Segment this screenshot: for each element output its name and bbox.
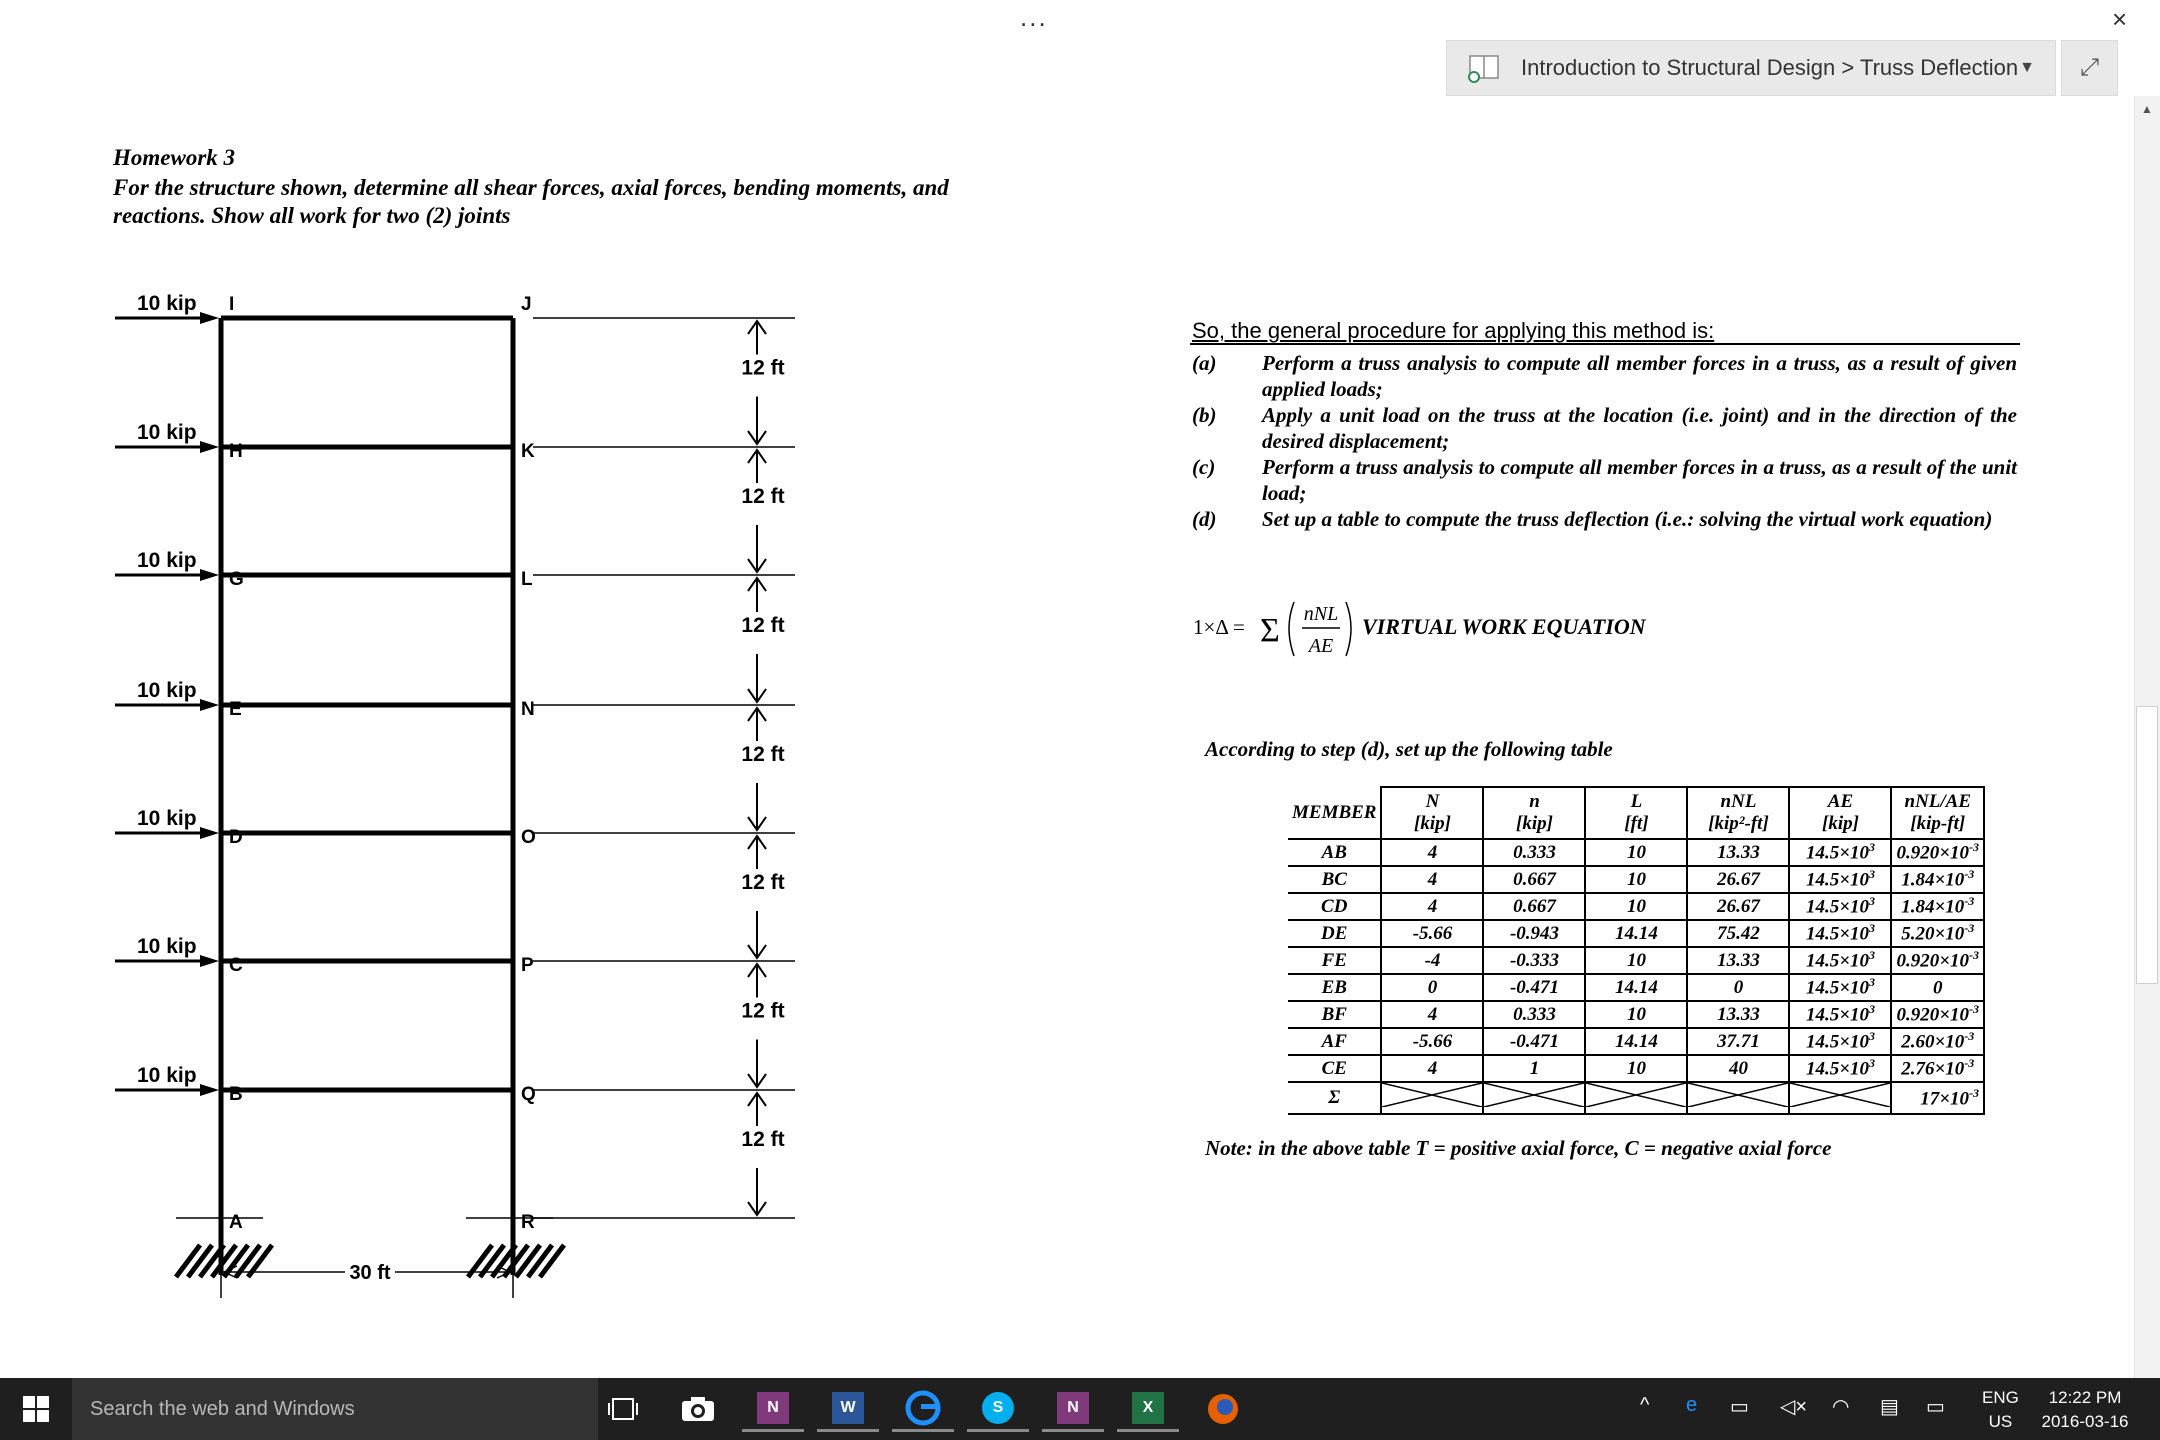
table-header-row — [1288, 787, 1984, 839]
cross-out-icon — [1382, 1083, 1482, 1107]
edge-icon — [905, 1390, 941, 1426]
table-cell-member: EB — [1288, 974, 1381, 1001]
table-cell-nNL: 75.42 — [1687, 920, 1789, 947]
equation-lhs: 1×Δ = — [1193, 615, 1245, 639]
scroll-thumb[interactable] — [2136, 706, 2158, 984]
table-cell-nNL: 13.33 — [1687, 947, 1789, 974]
step-label: (d) — [1192, 507, 1217, 531]
table-cell-n: -0.471 — [1483, 1028, 1585, 1055]
equation-numerator: nNL — [1303, 603, 1339, 625]
clock-time: 12:22 PM — [2048, 1388, 2122, 1407]
equation-denominator: AE — [1308, 635, 1334, 657]
table-cell-result: $2.60\times 10^{-3}$ — [1891, 1028, 1984, 1055]
firefox-app-button[interactable] — [1192, 1386, 1254, 1432]
width-label: 30 ft — [349, 1262, 391, 1284]
node-label: E — [229, 699, 242, 720]
table-cell-nNL: 26.67 — [1687, 866, 1789, 893]
spacing-label: 12 ft — [741, 743, 785, 766]
action-center-icon[interactable]: ▤ — [1880, 1396, 1899, 1418]
table-sum-empty-cell — [1381, 1082, 1483, 1114]
breadcrumb: Introduction to Structural Design > Truss Deflection — [1521, 55, 2019, 80]
table-sum-value: $17\times 10^{-3}$ — [1891, 1082, 1984, 1114]
node-label: N — [521, 699, 535, 720]
table-cell-L: 10 — [1585, 893, 1687, 920]
node-label: B — [229, 1084, 243, 1105]
table-cell-N: -4 — [1381, 947, 1483, 974]
table-row — [1288, 974, 1984, 1001]
load-arrowhead-icon — [200, 441, 219, 453]
table-sum-empty-cell — [1585, 1082, 1687, 1114]
load-arrowhead-icon — [200, 312, 219, 324]
cross-out-icon — [1484, 1083, 1584, 1107]
camera-app-button[interactable] — [667, 1386, 729, 1432]
table-cell-n: 0.333 — [1483, 839, 1585, 866]
table-cell-result: $2.76\times 10^{-3}$ — [1891, 1055, 1984, 1082]
load-label: 10 kip — [137, 421, 197, 444]
spacing-label: 12 ft — [741, 871, 785, 894]
member-table — [1288, 786, 1985, 1115]
table-cell-AE: $14.5\times 10^3$ — [1789, 974, 1891, 1001]
col-member: MEMBER — [1288, 787, 1381, 839]
start-button[interactable] — [0, 1378, 72, 1440]
table-cell-N: 4 — [1381, 1055, 1483, 1082]
table-cell-n: 0.333 — [1483, 1001, 1585, 1028]
table-cell-AE: $14.5\times 10^3$ — [1789, 1055, 1891, 1082]
procedure-heading: So, the general procedure for applying this method is: — [1192, 318, 1715, 343]
load-label: 10 kip — [137, 807, 197, 830]
spacing-label: 12 ft — [741, 999, 785, 1023]
table-row — [1288, 839, 1984, 866]
load-arrowhead-icon — [200, 569, 219, 581]
table-cell-result: $1.84\times 10^{-3}$ — [1891, 893, 1984, 920]
table-cell-result: $0.920\times 10^{-3}$ — [1891, 839, 1984, 866]
table-cell-L: 10 — [1585, 1055, 1687, 1082]
table-note: Note: in the above table T = positive axial force, C = negative axial force — [1205, 1136, 1832, 1160]
edge-tray-icon[interactable]: e — [1686, 1394, 1698, 1416]
load-arrowhead-icon — [200, 827, 219, 839]
cross-out-icon — [1688, 1083, 1788, 1107]
load-label: 10 kip — [137, 679, 197, 702]
node-label: Q — [521, 1084, 536, 1105]
svg-text:Σ: Σ — [1260, 612, 1280, 649]
notebook-selector[interactable] — [1446, 40, 2056, 96]
show-hidden-icons-chevron-icon[interactable]: ^ — [1640, 1394, 1650, 1416]
excel-app-button[interactable] — [1117, 1386, 1179, 1432]
table-row — [1288, 947, 1984, 974]
close-button[interactable]: × — [2112, 4, 2128, 34]
table-cell-member: BF — [1288, 1001, 1381, 1028]
volume-mute-icon[interactable]: ◁× — [1780, 1396, 1808, 1418]
table-cell-n: 0.667 — [1483, 893, 1585, 920]
step-text: Perform a truss analysis to compute all member forces in a truss, as a result of the unit load; — [1262, 455, 2017, 505]
word-app-button[interactable] — [817, 1386, 879, 1432]
node-label: I — [229, 294, 235, 315]
node-label: O — [521, 827, 536, 848]
table-cell-AE: $14.5\times 10^3$ — [1789, 1028, 1891, 1055]
excel-icon: X — [1132, 1392, 1164, 1424]
col-N: N [kip] — [1381, 787, 1483, 839]
onenote-clip-icon: N — [1057, 1392, 1089, 1424]
table-cell-nNL: 26.67 — [1687, 893, 1789, 920]
spacing-label: 12 ft — [741, 485, 785, 508]
table-intro: According to step (d), set up the following table — [1205, 737, 1613, 761]
task-view-icon — [607, 1395, 639, 1423]
col-AE: AE [kip] — [1789, 787, 1891, 839]
table-cell-member: DE — [1288, 920, 1381, 947]
taskbar-search-input[interactable]: Search the web and Windows — [72, 1378, 598, 1440]
node-label: P — [521, 955, 534, 976]
onenote-icon: N — [757, 1392, 789, 1424]
clock-date: 2016-03-16 — [2041, 1412, 2129, 1431]
table-cell-result: $1.84\times 10^{-3}$ — [1891, 866, 1984, 893]
table-cell-L: 14.14 — [1585, 1028, 1687, 1055]
expand-button[interactable]: ⤢ — [2061, 40, 2118, 96]
table-cell-AE: $14.5\times 10^3$ — [1789, 893, 1891, 920]
spacing-label: 12 ft — [741, 356, 785, 380]
table-cell-AE: $14.5\times 10^3$ — [1789, 1001, 1891, 1028]
node-label: L — [521, 569, 533, 590]
load-arrowhead-icon — [200, 699, 219, 711]
table-row — [1288, 1001, 1984, 1028]
table-cell-n: 0.667 — [1483, 866, 1585, 893]
cross-out-icon — [1790, 1083, 1890, 1107]
battery-icon[interactable]: ▭ — [1730, 1396, 1749, 1418]
table-cell-nNL: 40 — [1687, 1055, 1789, 1082]
load-label: 10 kip — [137, 1064, 197, 1087]
table-cell-AE: $14.5\times 10^3$ — [1789, 947, 1891, 974]
task-view-button[interactable] — [592, 1386, 654, 1432]
step-label: (b) — [1192, 403, 1217, 427]
chevron-down-icon[interactable]: ▼ — [2019, 59, 2035, 76]
table-cell-n: -0.943 — [1483, 920, 1585, 947]
fixed-support-hatch — [516, 1245, 540, 1277]
skype-app-button[interactable] — [967, 1386, 1029, 1432]
load-label: 10 kip — [137, 292, 197, 315]
fixed-support-hatch — [176, 1245, 200, 1277]
table-cell-AE: $14.5\times 10^3$ — [1789, 839, 1891, 866]
table-cell-AE: $14.5\times 10^3$ — [1789, 920, 1891, 947]
homework-title: Homework 3 — [113, 145, 236, 170]
step-text: Perform a truss analysis to compute all member forces in a truss, as a result of given applied loads; — [1262, 351, 2017, 401]
table-cell-result: $5.20\times 10^{-3}$ — [1891, 920, 1984, 947]
table-cell-N: 0 — [1381, 974, 1483, 1001]
skype-icon: S — [982, 1392, 1014, 1424]
table-row — [1288, 920, 1984, 947]
table-cell-result: $0.920\times 10^{-3}$ — [1891, 947, 1984, 974]
table-cell-AE: $14.5\times 10^3$ — [1789, 866, 1891, 893]
table-cell-nNL: 0 — [1687, 974, 1789, 1001]
node-label: R — [521, 1212, 535, 1233]
table-cell-L: 10 — [1585, 1001, 1687, 1028]
table-sum-label: Σ — [1288, 1082, 1381, 1114]
taskbar-clock[interactable] — [2040, 1386, 2130, 1434]
onenote-clip-app-button[interactable] — [1042, 1386, 1104, 1432]
language-indicator[interactable] — [1982, 1386, 2019, 1434]
onenote-app-button[interactable] — [742, 1386, 804, 1432]
procedure-divider — [1190, 343, 2020, 345]
table-cell-n: -0.471 — [1483, 974, 1585, 1001]
table-row — [1288, 866, 1984, 893]
step-label: (c) — [1192, 455, 1216, 479]
table-cell-n: 1 — [1483, 1055, 1585, 1082]
more-options-button[interactable]: ... — [1020, 2, 1048, 32]
equation-label: VIRTUAL WORK EQUATION — [1362, 614, 1646, 639]
table-sum-empty-cell — [1483, 1082, 1585, 1114]
table-cell-N: -5.66 — [1381, 1028, 1483, 1055]
table-sum-empty-cell — [1687, 1082, 1789, 1114]
col-n: n [kip] — [1483, 787, 1585, 839]
node-label: K — [521, 441, 535, 462]
table-cell-N: 4 — [1381, 839, 1483, 866]
camera-icon — [680, 1395, 716, 1423]
table-cell-n: -0.333 — [1483, 947, 1585, 974]
windows-logo-icon — [23, 1396, 49, 1422]
load-arrowhead-icon — [200, 1084, 219, 1096]
fixed-support-hatch — [188, 1245, 212, 1277]
table-sum-empty-cell — [1789, 1082, 1891, 1114]
spacing-label: 12 ft — [741, 614, 785, 637]
table-cell-member: BC — [1288, 866, 1381, 893]
firefox-icon — [1205, 1391, 1241, 1427]
table-row — [1288, 1055, 1984, 1082]
load-label: 10 kip — [137, 549, 197, 572]
homework-prompt: For the structure shown, determine all shear forces, axial forces, bending moments, and reactions. Show all work for two (2) joints — [113, 175, 949, 228]
step-text: Set up a table to compute the truss deflection (i.e.: solving the virtual work equation) — [1262, 507, 1993, 531]
equation-sum — [1258, 596, 1358, 662]
language-code: ENG — [1982, 1388, 2019, 1407]
table-cell-L: 10 — [1585, 866, 1687, 893]
table-cell-nNL: 37.71 — [1687, 1028, 1789, 1055]
spacing-label: 12 ft — [741, 1128, 785, 1151]
step-label: (a) — [1192, 351, 1217, 375]
fixed-support-hatch — [540, 1245, 564, 1277]
table-cell-N: 4 — [1381, 893, 1483, 920]
table-cell-result: $0.920\times 10^{-3}$ — [1891, 1001, 1984, 1028]
edge-app-button[interactable] — [892, 1386, 954, 1432]
table-cell-member: CE — [1288, 1055, 1381, 1082]
scroll-up-arrow-icon[interactable]: ▲ — [2141, 102, 2153, 116]
table-row — [1288, 1028, 1984, 1055]
table-cell-N: 4 — [1381, 1001, 1483, 1028]
table-cell-member: FE — [1288, 947, 1381, 974]
col-result: nNL/AE [kip-ft] — [1891, 787, 1984, 839]
touch-keyboard-icon[interactable]: ▭ — [1926, 1396, 1945, 1418]
notebook-icon — [1467, 53, 1501, 83]
table-cell-L: 10 — [1585, 839, 1687, 866]
table-cell-L: 14.14 — [1585, 974, 1687, 1001]
node-label: G — [229, 569, 244, 590]
table-cell-nNL: 13.33 — [1687, 839, 1789, 866]
language-region: US — [1988, 1412, 2013, 1431]
table-cell-nNL: 13.33 — [1687, 1001, 1789, 1028]
col-nNL: nNL [kip²-ft] — [1687, 787, 1789, 839]
node-label: D — [229, 827, 243, 848]
table-cell-result: 0 — [1891, 974, 1984, 1001]
table-sum-row — [1288, 1082, 1984, 1114]
node-label: A — [229, 1212, 243, 1233]
fixed-support-hatch — [528, 1245, 552, 1277]
cross-out-icon — [1586, 1083, 1686, 1107]
table-cell-L: 10 — [1585, 947, 1687, 974]
col-L: L [ft] — [1585, 787, 1687, 839]
table-cell-N: -5.66 — [1381, 920, 1483, 947]
load-arrowhead-icon — [200, 955, 219, 967]
node-label: C — [229, 955, 243, 976]
table-cell-N: 4 — [1381, 866, 1483, 893]
table-row — [1288, 893, 1984, 920]
node-label: J — [521, 294, 532, 315]
table-cell-member: AB — [1288, 839, 1381, 866]
table-cell-member: CD — [1288, 893, 1381, 920]
table-cell-member: AF — [1288, 1028, 1381, 1055]
wifi-icon[interactable]: ◠ — [1832, 1396, 1850, 1418]
word-icon: W — [832, 1392, 864, 1424]
node-label: H — [229, 441, 243, 462]
table-cell-L: 14.14 — [1585, 920, 1687, 947]
step-text: Apply a unit load on the truss at the location (i.e. joint) and in the direction of the desired displacement; — [1262, 403, 2017, 453]
load-label: 10 kip — [137, 935, 197, 958]
